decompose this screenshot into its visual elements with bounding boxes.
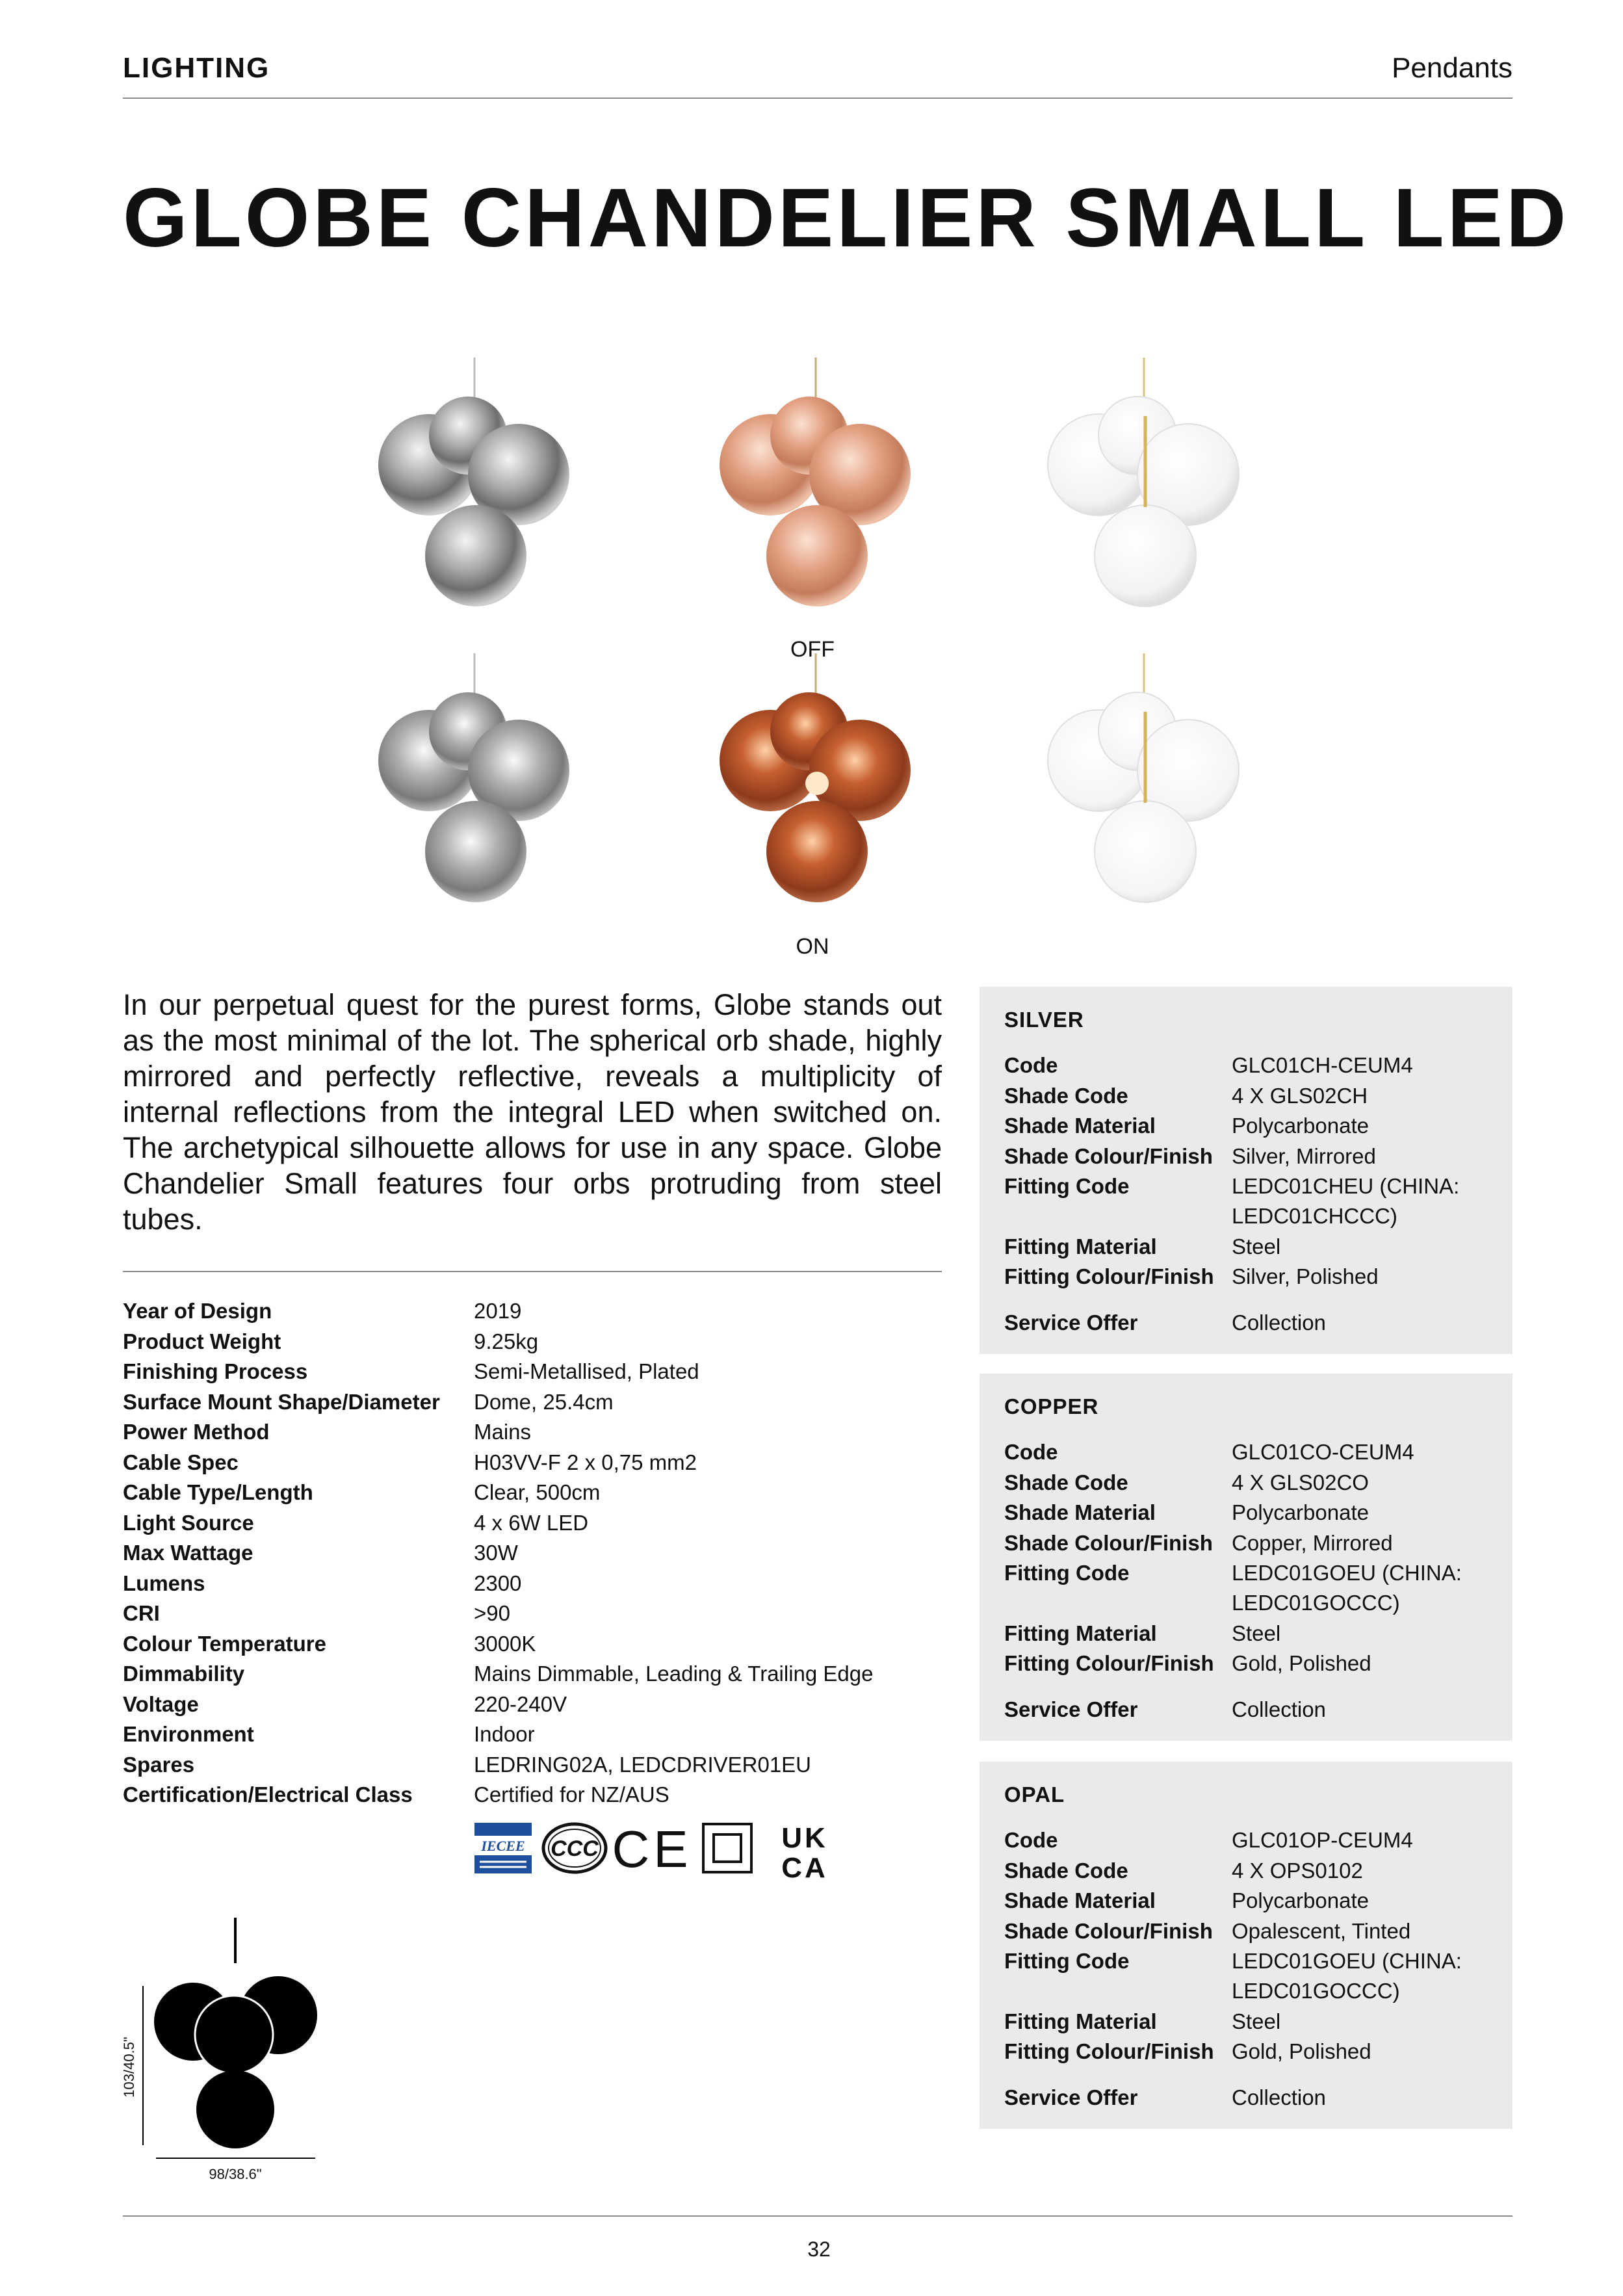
spec-label: Voltage [123, 1691, 199, 1716]
globe-silhouette [196, 2070, 274, 2148]
header-section: Pendants [1392, 52, 1513, 84]
spec-label: Environment [123, 1722, 254, 1746]
variant-row-value: Collection [1232, 1310, 1326, 1335]
spec-row [123, 1480, 942, 1511]
spec-row [123, 1299, 942, 1329]
variant-row-value: Copper, Mirrored [1232, 1530, 1393, 1555]
variant-row-value-continued: LEDC01CHCCC) [1232, 1204, 1397, 1228]
spec-value: Mains Dimmable, Leading & Trailing Edge [474, 1662, 874, 1686]
variant-row-label: Fitting Code [1004, 1174, 1130, 1198]
ccc-logo [541, 1821, 608, 1875]
variant-title: COPPER [1004, 1394, 1099, 1418]
variant-row-value: LEDC01GOEU (CHINA: [1232, 1561, 1462, 1585]
variant-row-label: Fitting Colour/Finish [1004, 1651, 1214, 1675]
variant-row-value: GLC01OP-CEUM4 [1232, 1828, 1413, 1852]
variant-row-value: 4 X OPS0102 [1232, 1858, 1363, 1883]
variant-row-value: 4 X GLS02CH [1232, 1083, 1368, 1108]
spec-value: 2300 [474, 1571, 522, 1595]
spec-table [123, 1299, 942, 1813]
spec-row [123, 1420, 942, 1450]
spec-row [123, 1753, 942, 1783]
ce-logo [612, 1820, 692, 1878]
spec-row [123, 1662, 942, 1692]
product-photo-copper-on [705, 653, 926, 913]
variant-row-value: Opalescent, Tinted [1232, 1918, 1411, 1943]
spec-value: Clear, 500cm [474, 1480, 601, 1504]
spec-label: Product Weight [123, 1329, 281, 1353]
spec-value: Dome, 25.4cm [474, 1389, 614, 1414]
variant-row-label: Service Offer [1004, 2085, 1138, 2109]
variant-row-value: Polycarbonate [1232, 1114, 1369, 1138]
variant-row-label: Shade Material [1004, 1114, 1156, 1138]
variant-row-value: 4 X GLS02CO [1232, 1470, 1369, 1494]
variant-row-label: Shade Code [1004, 1083, 1128, 1108]
dimension-diagram [110, 1918, 344, 2197]
product-title: GLOBE CHANDELIER SMALL LED [123, 172, 1570, 265]
spec-label: Certification/Electrical Class [123, 1782, 413, 1807]
page-header [123, 52, 1513, 99]
footer-divider [123, 2215, 1513, 2217]
variant-panel-opal [980, 1762, 1513, 2129]
caption-on: ON [796, 934, 829, 959]
variant-row-label: Code [1004, 1828, 1058, 1852]
spec-row [123, 1541, 942, 1571]
spec-label: Max Wattage [123, 1541, 253, 1565]
variant-row-label: Code [1004, 1053, 1058, 1077]
variant-panel-silver [980, 987, 1513, 1354]
spec-label: Dimmability [123, 1662, 245, 1686]
spec-value: 4 x 6W LED [474, 1510, 589, 1535]
variant-row-label: Fitting Material [1004, 1234, 1157, 1259]
variant-row-value-continued: LEDC01GOCCC) [1232, 1979, 1400, 2003]
spec-row [123, 1722, 942, 1753]
variant-title: OPAL [1004, 1782, 1065, 1807]
variant-row-value: Polycarbonate [1232, 1888, 1369, 1912]
spec-label: Cable Type/Length [123, 1480, 313, 1504]
spec-row [123, 1390, 942, 1420]
spec-value: Certified for NZ/AUS [474, 1782, 669, 1807]
variant-row-label: Fitting Code [1004, 1949, 1130, 1973]
variant-row-value-continued: LEDC01GOCCC) [1232, 1591, 1400, 1615]
variant-row-label: Shade Colour/Finish [1004, 1143, 1213, 1168]
page-number: 32 [807, 2237, 831, 2261]
spec-value: 3000K [474, 1631, 536, 1656]
globe-silhouette [195, 1996, 273, 2074]
spec-row [123, 1632, 942, 1662]
spec-row [123, 1601, 942, 1632]
product-photo-opal-off [1033, 358, 1254, 618]
spec-value: 220-240V [474, 1691, 567, 1716]
variant-row-label: Shade Material [1004, 1888, 1156, 1912]
spec-row [123, 1359, 942, 1390]
ccc-label: CCC [551, 1836, 599, 1861]
variant-row-value: Polycarbonate [1232, 1500, 1369, 1524]
spec-row [123, 1511, 942, 1541]
spec-row [123, 1692, 942, 1723]
variant-row-label: Shade Code [1004, 1858, 1128, 1883]
ce-label: CE [612, 1820, 692, 1878]
variant-row-label: Shade Colour/Finish [1004, 1918, 1213, 1943]
ukca-label-bottom: CA [781, 1852, 828, 1884]
spec-value: Semi-Metallised, Plated [474, 1359, 699, 1383]
variant-row-value: GLC01CH-CEUM4 [1232, 1053, 1413, 1077]
variant-row-value: Gold, Polished [1232, 2039, 1371, 2063]
spec-label: Lumens [123, 1571, 205, 1595]
spec-label: Power Method [123, 1420, 270, 1444]
variant-row-value: LEDC01GOEU (CHINA: [1232, 1949, 1462, 1973]
product-photo-copper-off [705, 358, 926, 618]
spec-label: Cable Spec [123, 1450, 239, 1474]
variant-row-label: Shade Material [1004, 1500, 1156, 1524]
variant-row-label: Service Offer [1004, 1310, 1138, 1335]
ukca-label-top: UK [781, 1822, 828, 1854]
spec-label: Spares [123, 1752, 195, 1777]
spec-label: Finishing Process [123, 1359, 308, 1383]
spec-label: Colour Temperature [123, 1631, 326, 1656]
variant-title: SILVER [1004, 1008, 1084, 1032]
variant-row-value: Collection [1232, 2085, 1326, 2109]
variant-row-label: Shade Colour/Finish [1004, 1530, 1213, 1555]
variant-row-label: Service Offer [1004, 1697, 1138, 1721]
product-photo-opal-on [1033, 653, 1254, 913]
divider [123, 1271, 942, 1272]
variant-row-value: Collection [1232, 1697, 1326, 1721]
spec-row [123, 1329, 942, 1360]
spec-value: >90 [474, 1601, 510, 1625]
caption-off: OFF [790, 637, 835, 662]
ukca-logo [772, 1821, 837, 1884]
spec-value: H03VV-F 2 x 0,75 mm2 [474, 1450, 697, 1474]
iecee-logo [473, 1821, 533, 1875]
variant-row-value: Silver, Polished [1232, 1264, 1379, 1288]
variant-row-value: LEDC01CHEU (CHINA: [1232, 1174, 1460, 1198]
variant-row-value: Silver, Mirrored [1232, 1143, 1376, 1168]
variant-row-value: Steel [1232, 1234, 1281, 1259]
variant-row-label: Fitting Material [1004, 2009, 1157, 2033]
height-dimension: 103/40.5" [121, 2037, 137, 2098]
product-description: In our perpetual quest for the purest forms, Globe stands out as the most minimal of the lot. The spherical orb shade, highly mirrored and perfectly reflective, reveals a multiplicity of internal reflections from the integral LED when switched on. The archetypical silhouette allows for use in any space. Globe Chandelier Small features four orbs protruding from steel tubes. [123, 988, 942, 1236]
spec-row [123, 1571, 942, 1602]
header-category: LIGHTING [123, 52, 270, 84]
variant-row-value: GLC01CO-CEUM4 [1232, 1440, 1414, 1464]
spec-value: 30W [474, 1541, 518, 1565]
spec-label: CRI [123, 1601, 160, 1625]
variant-row-label: Shade Code [1004, 1470, 1128, 1494]
product-photo-silver-on [364, 653, 585, 913]
spec-row [123, 1782, 942, 1813]
spec-value: LEDRING02A, LEDCDRIVER01EU [474, 1752, 812, 1777]
spec-row [123, 1450, 942, 1481]
variant-row-label: Fitting Colour/Finish [1004, 2039, 1214, 2063]
spec-label: Light Source [123, 1510, 254, 1535]
spec-value: Mains [474, 1420, 532, 1444]
spec-label: Surface Mount Shape/Diameter [123, 1389, 440, 1414]
spec-value: 9.25kg [474, 1329, 539, 1353]
spec-value: Indoor [474, 1722, 535, 1746]
variant-row-label: Fitting Material [1004, 1621, 1157, 1645]
variant-row-label: Code [1004, 1440, 1058, 1464]
iecee-label: IECEE [481, 1838, 525, 1854]
width-dimension: 98/38.6" [209, 2166, 262, 2182]
variant-row-value: Gold, Polished [1232, 1651, 1371, 1675]
variant-row-value: Steel [1232, 2009, 1281, 2033]
class-ii-double-insulation-icon [701, 1821, 754, 1875]
spec-value: 2019 [474, 1299, 522, 1323]
variant-panel-copper [980, 1374, 1513, 1741]
variant-row-label: Fitting Code [1004, 1561, 1130, 1585]
variant-row-label: Fitting Colour/Finish [1004, 1264, 1214, 1288]
product-photo-silver-off [364, 358, 585, 618]
variant-row-value: Steel [1232, 1621, 1281, 1645]
spec-label: Year of Design [123, 1299, 272, 1323]
